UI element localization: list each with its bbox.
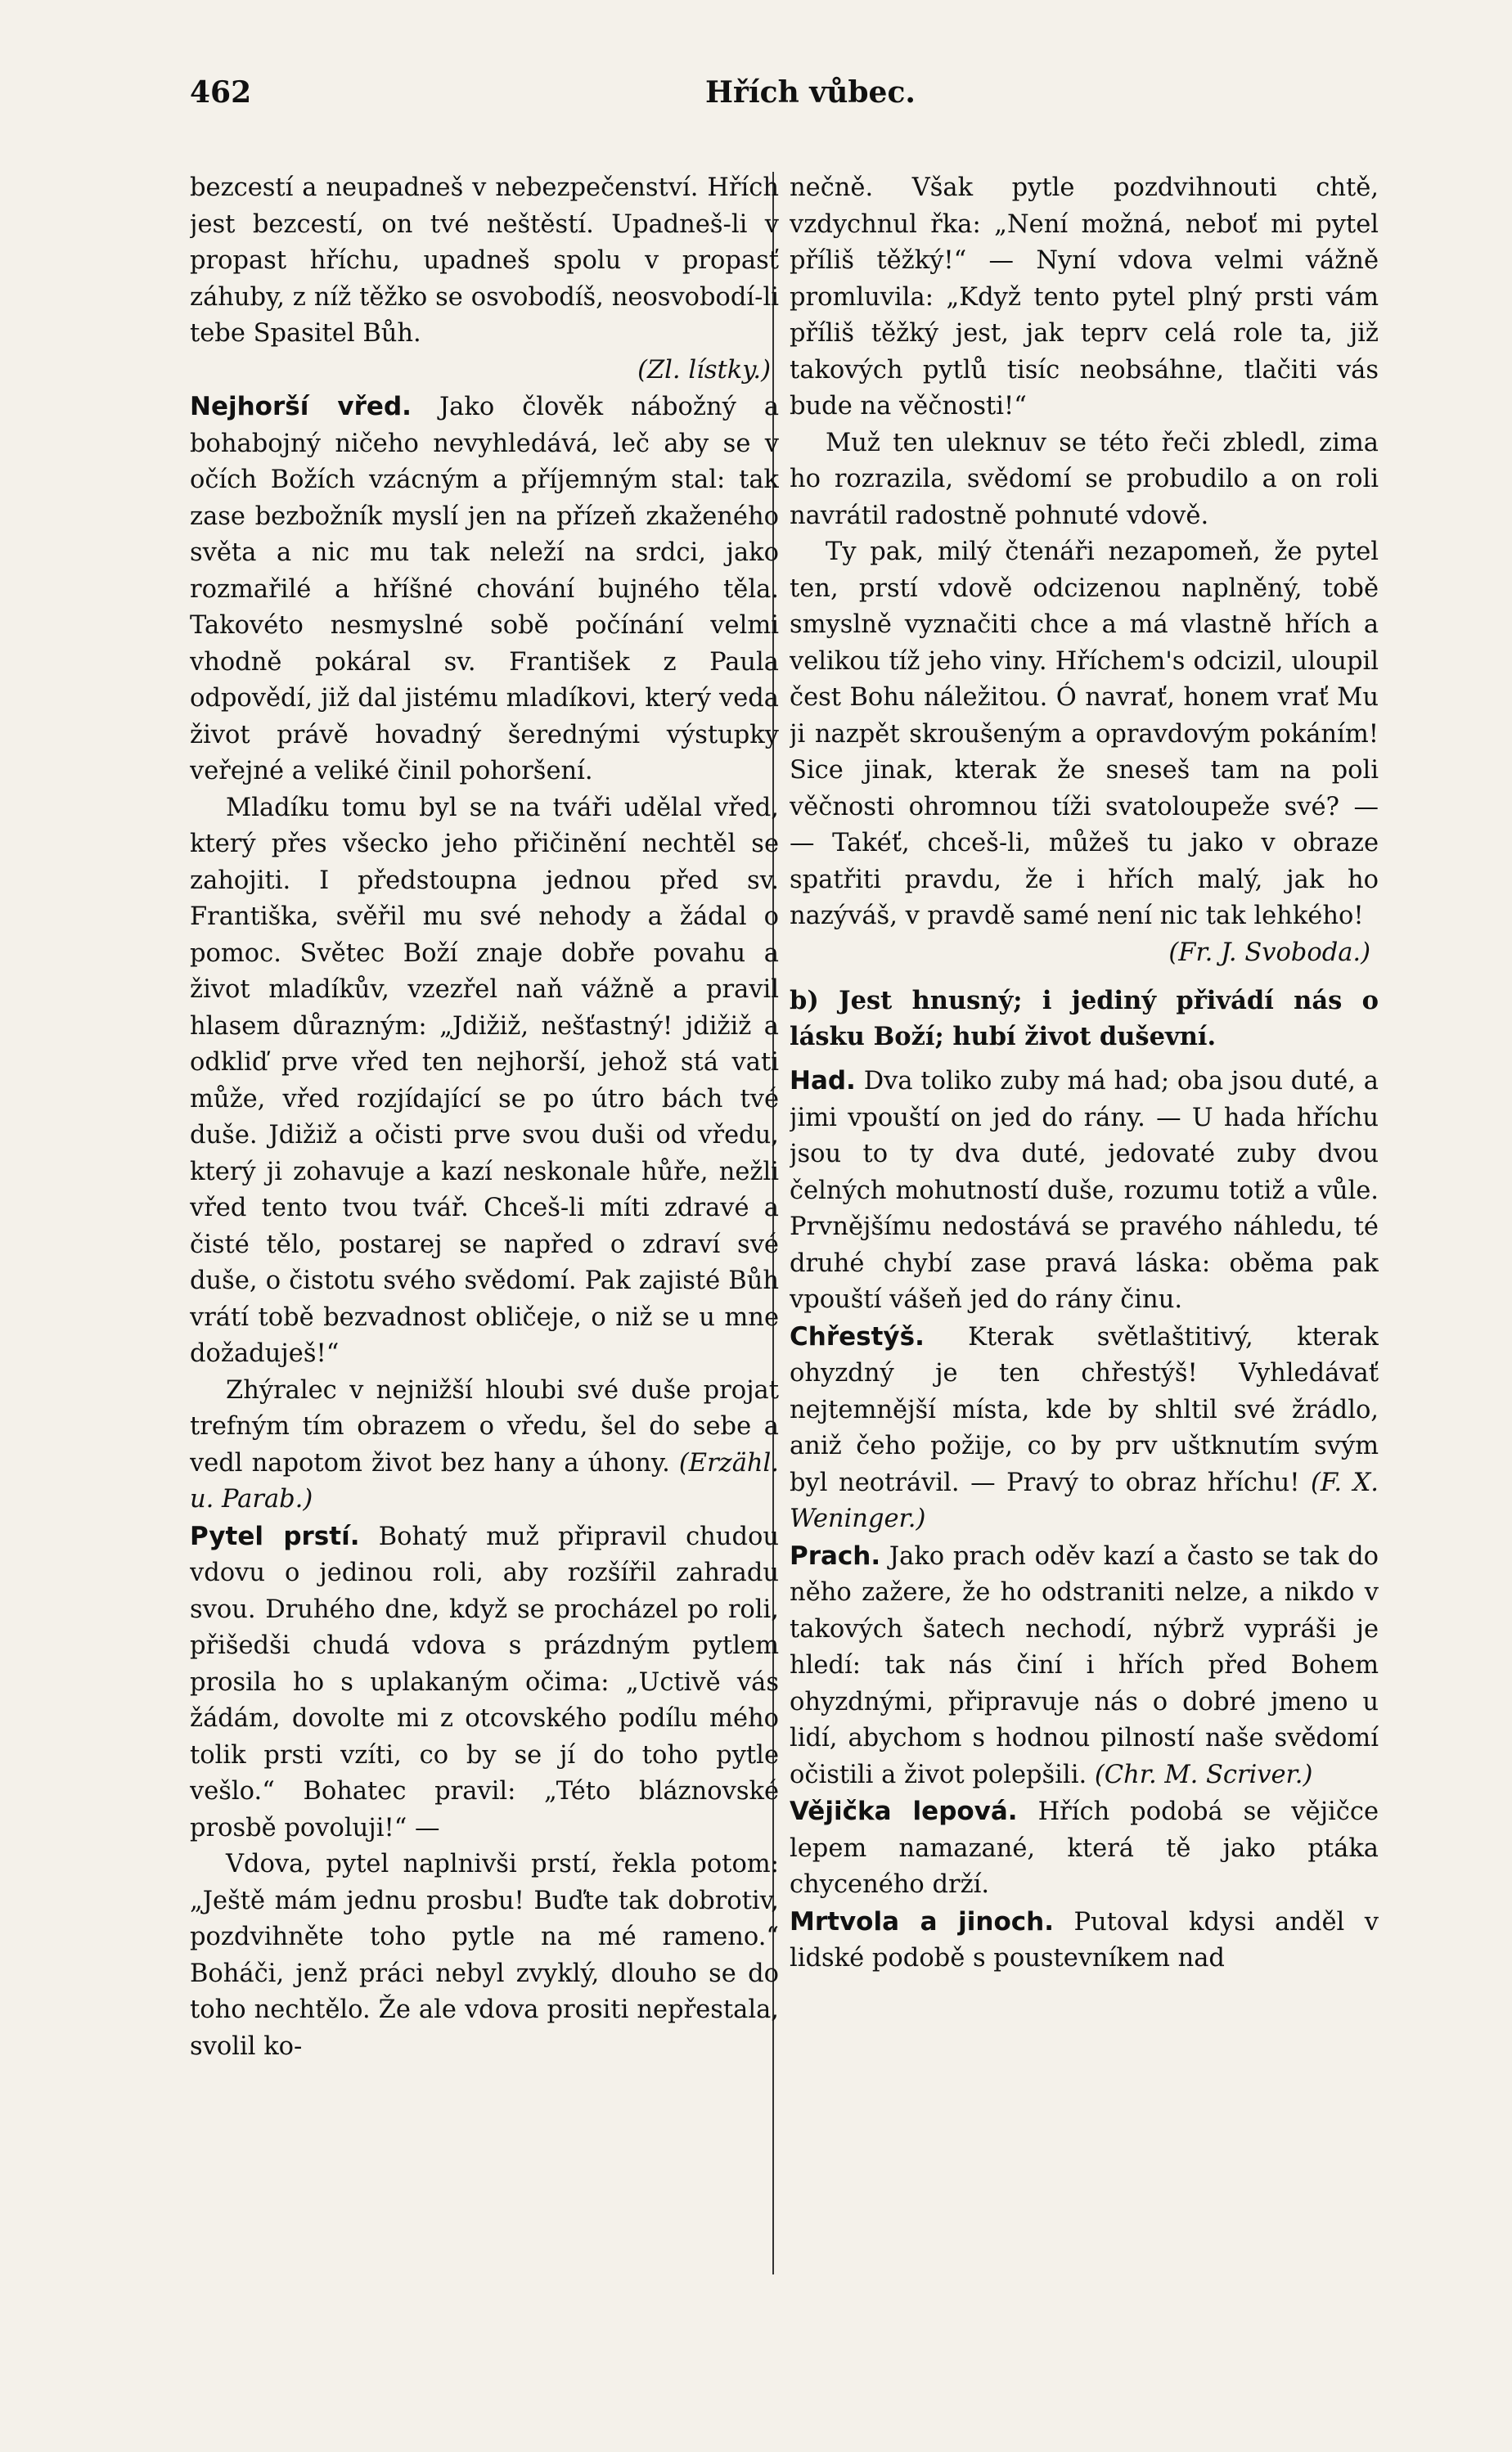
paragraph bbox=[790, 1063, 1379, 1319]
entry-keyword: Chřestýš. bbox=[790, 1321, 925, 1352]
paragraph bbox=[790, 1538, 1379, 1794]
source-citation: (Chr. M. Scriver.) bbox=[1094, 1760, 1313, 1789]
paragraph bbox=[190, 170, 779, 389]
entry-keyword: Prach. bbox=[790, 1541, 881, 1571]
paragraph bbox=[190, 790, 779, 1373]
paragraph-text: Muž ten uleknuv se této řeči zbledl, zima ho rozrazila, svědomí se probudilo a on roli navrátil radostně pohnuté vdově. bbox=[790, 428, 1379, 530]
paragraph bbox=[190, 1847, 779, 2065]
paragraph bbox=[190, 389, 779, 790]
paragraph bbox=[790, 1319, 1379, 1538]
left-column bbox=[190, 170, 779, 2371]
paragraph-text: Putoval kdysi anděl v lidské podobě s poustevníkem nad bbox=[790, 1907, 1379, 1973]
paragraph bbox=[790, 425, 1379, 535]
entry-keyword: Vějička lepová. bbox=[790, 1797, 1018, 1826]
paragraph-text: Kterak světlaštitivý, kterak ohyzdný je ten chřestýš! Vyhledávať nejtemnější místa, kde by shltil své žrádlo, aniž čeho požije, co by prv uštknutím svým byl neotrávil. — Pravý to obraz hříchu! bbox=[790, 1322, 1379, 1497]
paragraph-text: Jako prach oděv kazí a často se tak do něho zažere, že ho odstraniti nelze, a nikdo v takových šatech nechodí, nýbrž vypráši je hledí: tak nás činí i hřích před Bohem ohyzdnými, připravuje nás o dobré jmeno u lidí, abychom s hodnou pilností naše svědomí očistili a život polepšili. bbox=[790, 1541, 1379, 1789]
paragraph bbox=[790, 1793, 1379, 1904]
source-citation: (Fr. J. Svoboda.) bbox=[1168, 938, 1370, 967]
page-number: 462 bbox=[190, 75, 252, 110]
right-column bbox=[790, 170, 1379, 2371]
paragraph-text: Mladíku tomu byl se na tváři udělal vřed, který přes všecko jeho přičinění nechtěl se zahojiti. I předstoupna jednou před sv. Františka, svěřil mu své nehody a žádal o pomoc. Světec Boží znaje dobře povahu a život mladíkův, vzezřel naň vážně a pravil hlasem důrazným: „Jdižiž, nešťastný! jdižiž a odkliď prve vřed ten nejhorší, jehož stá vati může, vřed rozjídající se po útro bách tvé duše. Jdižiž a očisti prve svou duši od vředu, který ji zohavuje a kazí neskonale hůře, nežli vřed tento tvou tvář. Chceš-li míti zdravé a čisté tělo, postarej se napřed o zdraví své duše, o čistotu svého svědomí. Pak zajisté Bůh vrátí tobě bezvadnost obličeje, o niž se u mne dožaduješ!“ bbox=[190, 793, 779, 1368]
source-citation: (Zl. lístky.) bbox=[637, 355, 771, 385]
section-heading: b) Jest hnusný; i jediný přivádí nás o lásku Boží; hubí život duševní. bbox=[790, 986, 1379, 1051]
running-header bbox=[190, 75, 1384, 124]
entry-keyword: Pytel prstí. bbox=[190, 1521, 360, 1551]
paragraph bbox=[790, 1904, 1379, 1977]
entry-keyword: Nejhorší vřed. bbox=[190, 392, 412, 421]
entry-keyword: Mrtvola a jinoch. bbox=[790, 1906, 1054, 1937]
paragraph-text: Vdova, pytel naplnivši prstí, řekla potom: „Ještě mám jednu prosbu! Buďte tak dobrotiv, pozdvihněte toho pytle na mé rameno.“ Boháči, jenž práci nebyl zvyklý, dlouho se do toho nechtělo. Že ale vdova prositi nepřestala, svolil ko- bbox=[190, 1850, 779, 2061]
paragraph-text: Dva toliko zuby má had; oba jsou duté, a jimi vpouští on jed do rány. — U hada hříchu jsou to ty dva duté, jedovaté zuby dvou čelných mohutností duše, rozumu totiž a vůle. Prvnějšímu nedostává se pravého náhledu, té druhé chybí zase pravá láska: oběma pak vpouští vášeň jed do rány činu. bbox=[790, 1067, 1379, 1314]
paragraph bbox=[190, 1518, 779, 1847]
paragraph-text: bezcestí a neupadneš v nebezpečenství. Hřích jest bezcestí, on tvé neštěstí. Upadneš-li v propast hříchu, upadneš spolu v propasť záhuby, z níž těžko se osvobodíš, neosvobodí-li tebe Spasitel Bůh. bbox=[190, 173, 779, 348]
paragraph bbox=[790, 534, 1379, 971]
paragraph bbox=[790, 170, 1379, 425]
running-title: Hřích vůbec. bbox=[705, 75, 916, 110]
paragraph-text: Zhýralec v nejnižší hloubi své duše projat trefným tím obrazem o vředu, šel do sebe a vedl napotom život bez hany a úhony. bbox=[190, 1375, 779, 1478]
paragraph-text: Jako člověk nábožný a bohabojný ničeho nevyhledává, leč aby se v očích Božích vzácným a příjemným stal: tak zase bezbožník myslí jen na přízeň zkaženého světa a nic mu tak neleží na srdci, jako rozmařilé a hříšné chování bujného těla. Takovéto nesmyslné sobě počínání velmi vhodně pokáral sv. František z Paula odpovědí, již dal jistému mladíkovi, který veda život právě hovadný šerednými výstupky veřejné a veliké činil pohoršení. bbox=[190, 393, 779, 785]
entry-keyword: Had. bbox=[790, 1066, 856, 1096]
paragraph-text: nečně. Však pytle pozdvihnouti chtě, vzdychnul řka: „Není možná, neboť mi pytel příliš těžký!“ — Nyní vdova velmi vážně promluvila: „Když tento pytel plný prsti vám příliš těžký jest, jak teprv celá role ta, již takových pytlů tisíc neobsáhne, tlačiti vás bude na věčnosti!“ bbox=[790, 173, 1379, 421]
source-citation: (F. X. Weninger.) bbox=[790, 1468, 1379, 1533]
paragraph bbox=[190, 1373, 779, 1518]
paragraph-text: Ty pak, milý čtenáři nezapomeň, že pytel ten, prstí vdově odcizenou naplněný, tobě smyslně vyznačiti chce a má vlastně hřích a velikou tíž jeho viny. Hříchem's odcizil, uloupil čest Bohu náležitou. Ó navrať, honem vrať Mu ji nazpět skroušeným a opravdovým pokáním! Sice jinak, kterak že sneseš tam na poli věčnosti ohromnou tíži svatoloupeže své? — — Takéť, chceš-li, můžeš tu jako v obraze spatřiti pravdu, že i hřích malý, jak ho nazýváš, v pravdě samé není nic tak lehkého! bbox=[790, 538, 1379, 930]
paragraph-text: Hřích podobá se vějičce lepem namazané, která tě jako ptáka chyceného drží. bbox=[790, 1797, 1379, 1899]
paragraph-text: Bohatý muž připravil chudou vdovu o jedinou roli, aby rozšířil zahradu svou. Druhého dne, když se procházel po roli, přišedši chudá vdova s prázdným pytlem prosila ho s uplakaným očima: „Uctivě vás žádám, dovolte mi z otcovského podílu mého tolik prsti vzíti, co by se jí do toho pytle vešlo.“ Bohatec pravil: „Této bláznovské prosbě povoluji!“ — bbox=[190, 1522, 779, 1842]
source-citation: (Erzähl. u. Parab.) bbox=[190, 1448, 779, 1514]
